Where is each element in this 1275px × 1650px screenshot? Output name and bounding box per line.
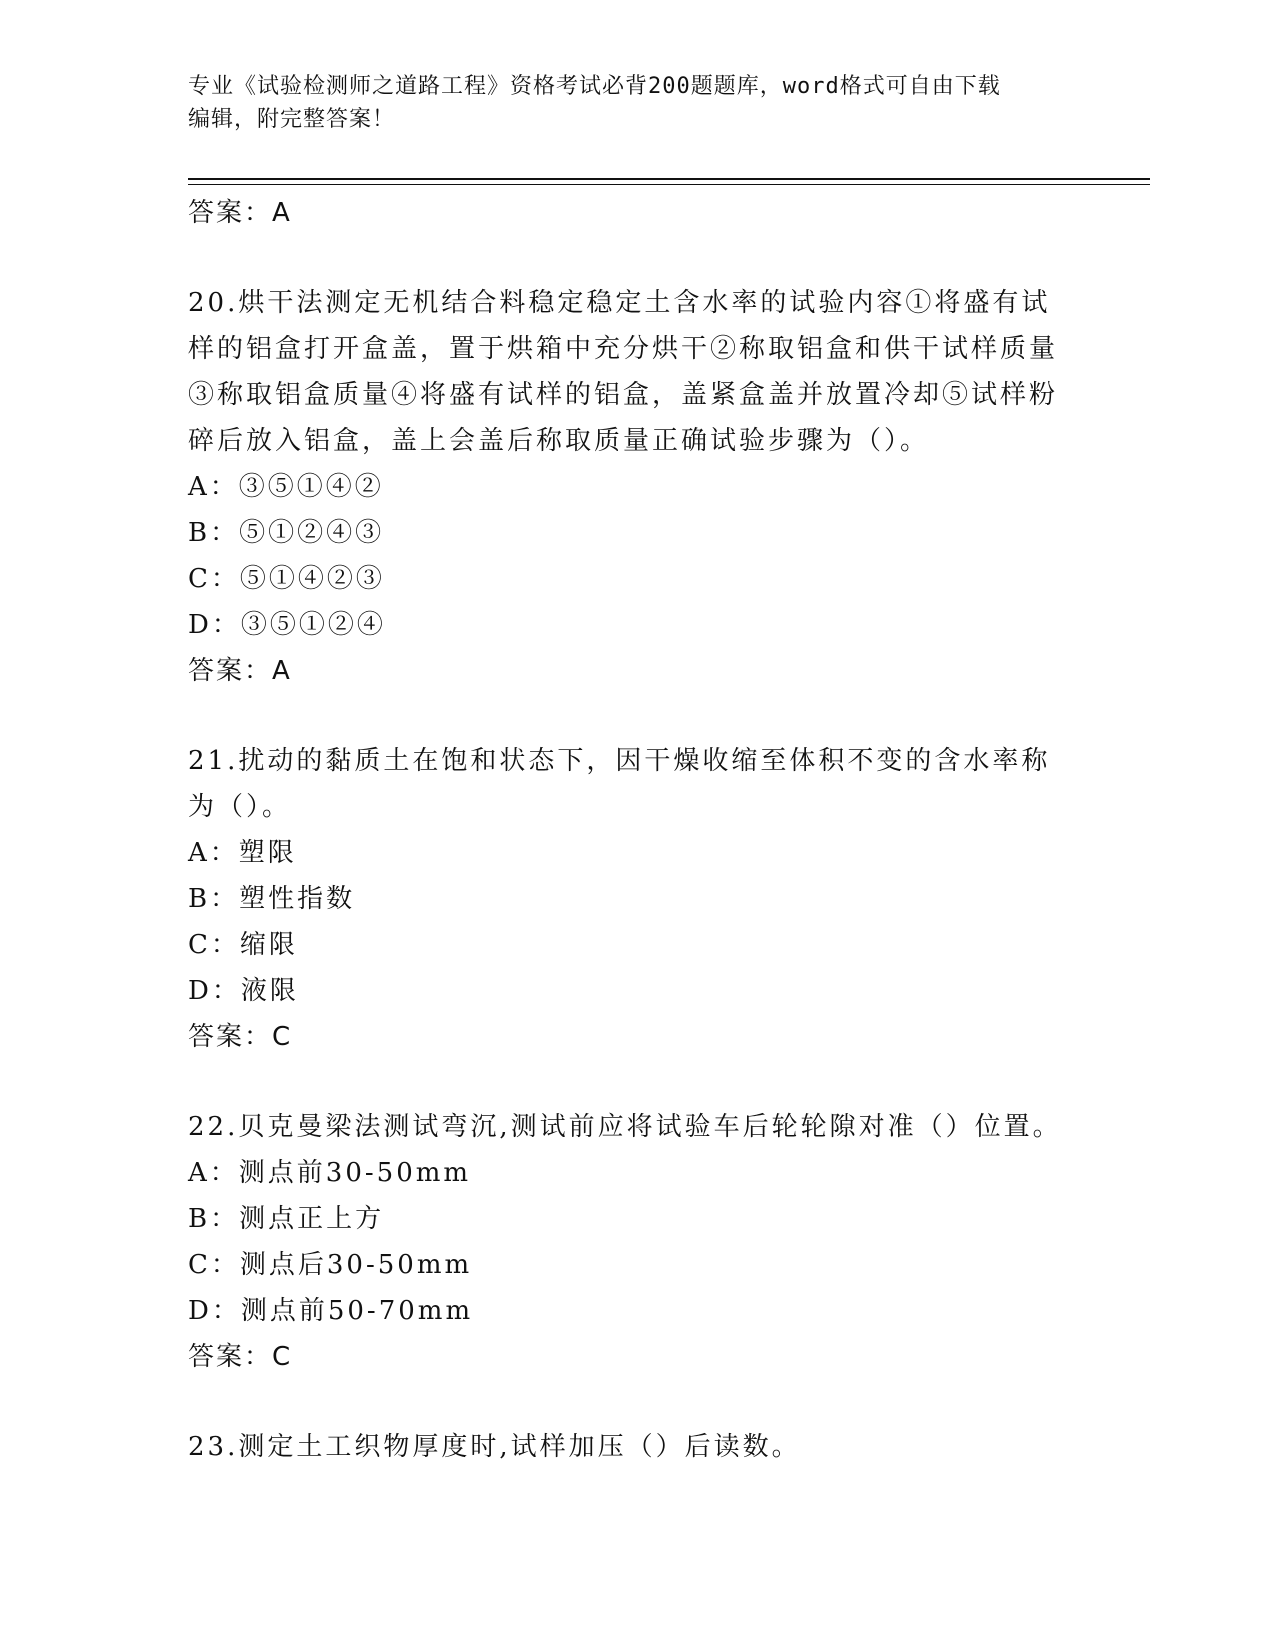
option-c: C：缩限 [188, 930, 298, 960]
question-text: 21.扰动的黏质土在饱和状态下，因干燥收缩至体积不变的含水率称为（）。 [188, 746, 1051, 822]
option-a: A：塑限 [188, 838, 297, 868]
option-c: C：⑤①④②③ [188, 564, 385, 594]
header-line-1: 专业《试验检测师之道路工程》资格考试必背200题题库，word格式可自由下载 [188, 74, 1001, 99]
question-block-22 [188, 1104, 1078, 1380]
question-text: 23.测定土工织物厚度时,试样加压（）后读数。 [188, 1432, 801, 1462]
option-c: C：测点后30-50mm [188, 1250, 473, 1280]
header-line-2: 编辑，附完整答案！ [188, 107, 396, 132]
answer: 答案：A [188, 656, 292, 686]
question-text: 20.烘干法测定无机结合料稳定稳定土含水率的试验内容①将盛有试样的铝盒打开盒盖，置于烘箱中充分烘干②称取铝盒和供干试样质量③称取铝盒质量④将盛有试样的铝盒，盖紧盒盖并放置冷却⑤试样粉碎后放入铝盒，盖上会盖后称取质量正确试验步骤为（）。 [188, 288, 1059, 456]
answer: 答案：C [188, 1342, 293, 1372]
question-block-23 [188, 1424, 1078, 1470]
answer: 答案：C [188, 1022, 293, 1052]
page-header [188, 70, 1068, 136]
question-block-20 [188, 280, 1078, 694]
header-divider-thick [188, 178, 1150, 180]
question-block-21 [188, 738, 1078, 1060]
option-a: A：③⑤①④② [188, 472, 384, 502]
option-d: D：液限 [188, 976, 299, 1006]
option-b: B：测点正上方 [188, 1204, 385, 1234]
option-d: D：测点前50-70mm [188, 1296, 474, 1326]
option-a: A：测点前30-50mm [188, 1158, 472, 1188]
option-d: D：③⑤①②④ [188, 610, 386, 640]
option-b: B：⑤①②④③ [188, 518, 385, 548]
previous-answer: 答案：A [188, 198, 292, 228]
document-body [188, 190, 1078, 1470]
header-divider-thin [188, 184, 1150, 185]
question-text: 22.贝克曼梁法测试弯沉,测试前应将试验车后轮轮隙对准（）位置。 [188, 1112, 1062, 1142]
option-b: B：塑性指数 [188, 884, 356, 914]
